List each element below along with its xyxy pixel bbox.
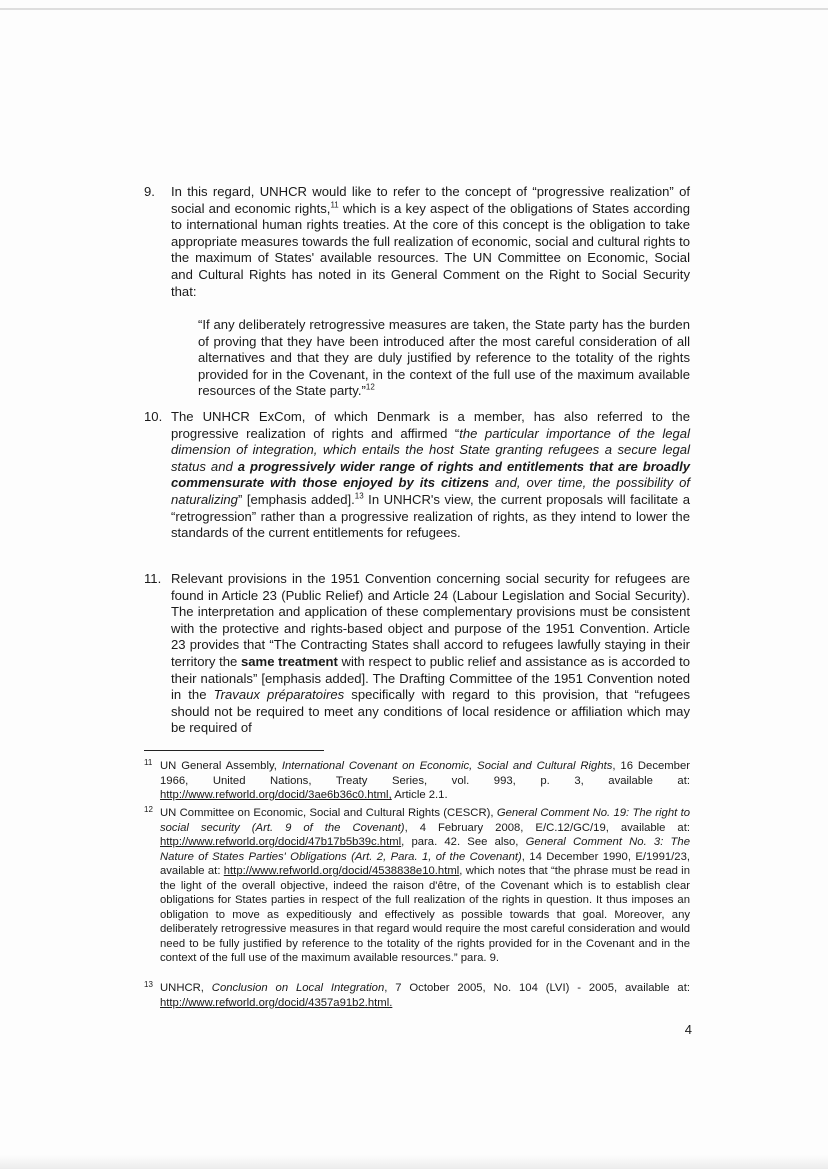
footnote-13: [144, 981, 690, 1010]
footnote-ref-13[interactable]: 13: [354, 491, 364, 501]
paragraph-10: [144, 409, 690, 542]
footnote-ref-11[interactable]: 11: [330, 200, 339, 210]
footnote-number: 11: [144, 758, 153, 767]
footnote-body: UN General Assembly, International Covenant on Economic, Social and Cultural Rights, 16 December 1966, United Nations, Treaty Series, vol. 993, p. 3, available at: http://www.refworld.org/docid/3ae6b36c0.html, Article 2.1.: [160, 760, 690, 801]
footnote-11: [144, 759, 690, 803]
refworld-link[interactable]: http://www.refworld.org/docid/47b17b5b39c.html: [160, 836, 402, 848]
footnote-ref-12[interactable]: 12: [365, 383, 375, 393]
block-quote: “If any deliberately retrogressive measures are taken, the State party has the burden of proving that they have been introduced after the most careful consideration of all alternatives and that they are duly justified by reference to the totality of the rights provided for in the Covenant, in the context of the full use of the maximum available resources of the State party.”$^{12}$: [198, 317, 690, 399]
refworld-link[interactable]: http://www.refworld.org/docid/4357a91b2.html.: [160, 996, 393, 1009]
footnote-separator: [144, 750, 324, 751]
page-top-edge: [0, 8, 828, 10]
refworld-link[interactable]: http://www.refworld.org/docid/4538838e10.html: [223, 865, 460, 877]
paragraph-number: 11.: [144, 571, 162, 586]
page-number: 4: [684, 1022, 692, 1037]
paragraph-number: 9.: [144, 184, 155, 199]
refworld-link[interactable]: http://www.refworld.org/docid/3ae6b36c0.html,: [160, 789, 392, 801]
paragraph-11: [144, 571, 690, 737]
paragraph-body: In this regard, UNHCR would like to refer to the concept of “progressive realization” of social and economic rights,$^{11}$ which is a key aspect of the obligations of States according to international human rights treaties. At the core of this concept is the obligation to take appropriate measures towards the full realization of economic, social and cultural rights to the maximum of States' available resources. The UN Committee on Economic, Social and Cultural Rights has noted in its General Comment on the Right to Social Security that:: [171, 184, 690, 299]
paragraph-body: The UNHCR ExCom, of which Denmark is a member, has also referred to the progressive realization of rights and affirmed “the particular importance of the legal dimension of integration, which entails the host State granting refugees a secure legal status and a progressively wider range of rights and entitlements that are broadly commensurate with those enjoyed by its citizens and, over time, the possibility of naturalizing” [emphasis added].$^{13}$ In UNHCR's view, the current proposals will facilitate a “retrogression” rather than a progressive realization of rights, as they intend to lower the standards of the current entitlements for refugees.: [171, 409, 690, 541]
paragraph-body: Relevant provisions in the 1951 Convention concerning social security for refugees are found in Article 23 (Public Relief) and Article 24 (Labour Legislation and Social Security). The interpretation and application of these complementary provisions must be consistent with the protective and rights-based object and purpose of the 1951 Convention. Article 23 provides that “The Contracting States shall accord to refugees lawfully staying in their territory the same treatment with respect to public relief and assistance as is accorded to their nationals” [emphasis added]. The Drafting Committee of the 1951 Convention noted in the Travaux préparatoires specifically with regard to this provision, that “refugees should not be required to meet any conditions of local residence or affiliation which may be required of: [171, 571, 691, 736]
footnote-number: 13: [144, 980, 153, 989]
footnote-body: UN Committee on Economic, Social and Cultural Rights (CESCR), General Comment No. 19: The right to social security (Art. 9 of the Covenant), 4 February 2008, E/C.12/GC/19, available at: http://www.refworld.org/docid/47b17b5b39c.html, para. 42. See also, General Comment No. 3: The Nature of States Parties' Obligations (Art. 2, Para. 1, of the Covenant), 14 December 1990, E/1991/23, available at: http://www.refworld.org/docid/4538838e10.html, which notes that “the phrase must be read in the light of the overall objective, indeed the raison d'être, of the Covenant which is to establish clear obligations for States parties in respect of the full realization of the rights in question. It thus imposes an obligation to move as expeditiously and effectively as possible towards that goal. Moreover, any deliberately retrogressive measures in that regard would require the most careful consideration and would need to be fully justified by reference to the totality of the rights provided for in the Covenant and in the context of the full use of the maximum available resources.” para. 9.: [160, 807, 691, 964]
paragraph-9: [144, 184, 690, 300]
footnote-number: 12: [144, 805, 153, 814]
page-bottom-edge: [0, 1155, 828, 1169]
footnote-12: [144, 806, 690, 966]
paragraph-number: 10.: [144, 409, 163, 424]
footnote-body: UNHCR, Conclusion on Local Integration, 7 October 2005, No. 104 (LVI) - 2005, available at: http://www.refworld.org/docid/4357a91b2.html.: [160, 982, 690, 1009]
